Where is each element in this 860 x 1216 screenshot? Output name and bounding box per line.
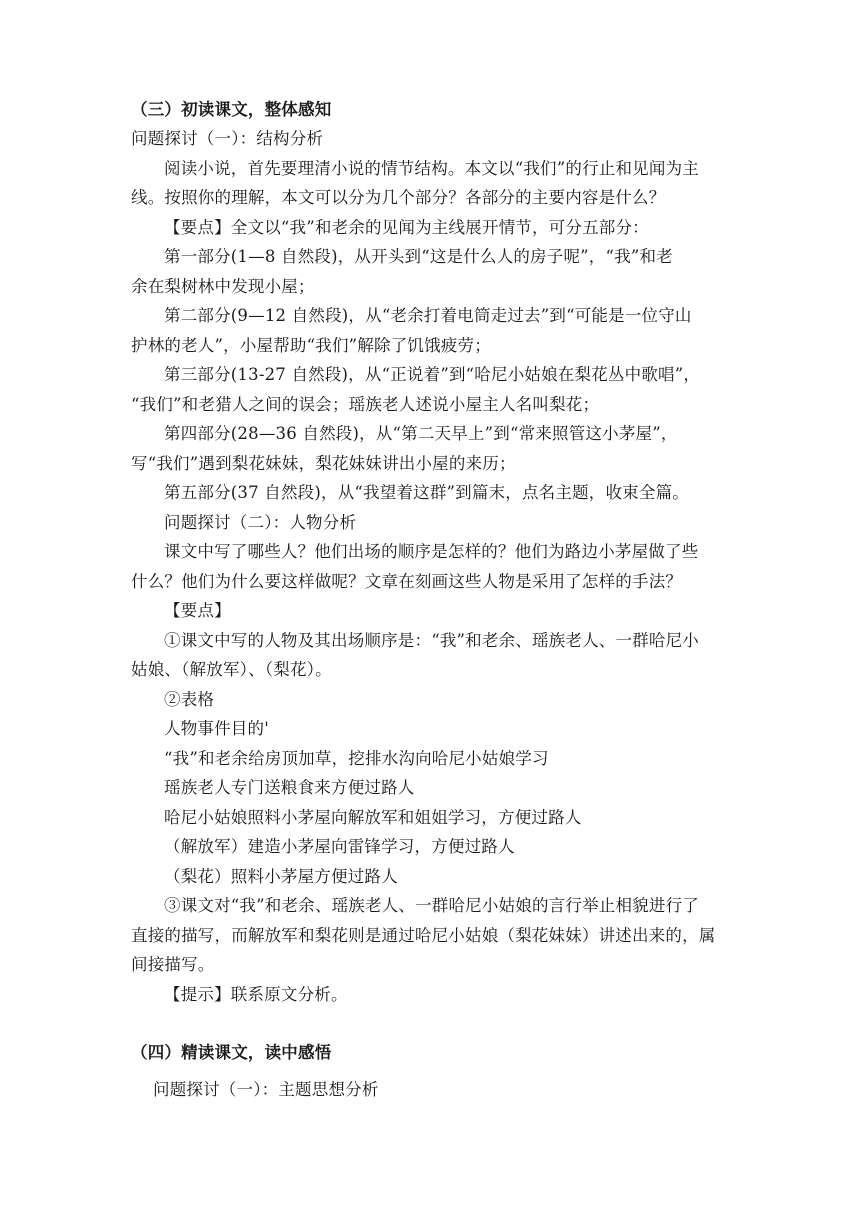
text-line: ②表格 [164,690,215,709]
text-line: 瑶族老人专门送粮食来方便过路人 [164,778,415,797]
text-line: 课文中写了哪些人？他们出场的顺序是怎样的？他们为路边小茅屋做了些 [164,542,699,561]
text-line: 问题探讨（一）：结构分析 [131,129,324,148]
text-line: （解放军）建造小茅屋向雷锋学习，方便过路人 [164,837,515,856]
text-line: ③课文对“我”和老余、瑶族老人、一群哈尼小姑娘的言行举止相貌进行了 [164,896,699,915]
text-line: 【要点】 [164,601,231,620]
text-line: 【提示】联系原文分析。 [164,985,348,1004]
text-line: ①课文中写的人物及其出场顺序是：“我”和老余、瑶族老人、一群哈尼小 [164,631,699,650]
text-line: “我”和老余给房顶加草，挖排水沟向哈尼小姑娘学习 [164,749,549,768]
text-line: 姑娘、（解放军）、（梨花）。 [131,660,332,679]
text-line: 线。按照你的理解，本文可以分为几个部分？各部分的主要内容是什么？ [131,188,666,207]
text-line: 护林的老人”，小屋帮助“我们”解除了饥饿疲劳； [131,336,491,355]
text-line: 第四部分(28—36 自然段)，从“第二天早上”到“常来照管这小茅屋”， [164,424,678,443]
text-line: 第五部分(37 自然段)，从“我望着这群”到篇末，点名主题，收束全篇。 [164,483,689,502]
section-heading: （三）初读课文，整体感知 [131,100,332,119]
text-line: 写“我们”遇到梨花妹妹，梨花妹妹讲出小屋的来历； [131,454,516,473]
text-line: 哈尼小姑娘照料小茅屋向解放军和姐姐学习，方便过路人 [164,808,582,827]
text-line: 问题探讨（一）：主题思想分析 [153,1080,379,1099]
text-line: 阅读小说，首先要理清小说的情节结构。本文以“我们”的行止和见闻为主 [164,159,699,178]
text-line: 第三部分(13-27 自然段)，从“正说着”到“哈尼小姑娘在梨花丛中歌唱”， [164,365,701,384]
text-line: 余在梨树林中发现小屋； [131,277,315,296]
text-line: 直接的描写，而解放军和梨花则是通过哈尼小姑娘（梨花妹妹）讲述出来的，属 [131,926,716,945]
text-line: 【要点】全文以“我”和老余的见闻为主线展开情节，可分五部分： [164,218,649,237]
text-line: 第一部分(1—8 自然段)，从开头到“这是什么人的房子呢”，“我”和老 [164,247,673,266]
text-line: 间接描写。 [131,955,215,974]
section-heading: （四）精读课文，读中感悟 [131,1043,332,1062]
text-line: 问题探讨（二）：人物分析 [164,513,357,532]
text-line: 第二部分(9—12 自然段)，从“老余打着电筒走过去”到“可能是一位守山 [164,306,692,325]
text-line: “我们”和老猎人之间的误会；瑶族老人述说小屋主人名叫梨花； [131,395,600,414]
text-line: 什么？他们为什么要这样做呢？文章在刻画这些人物是采用了怎样的手法？ [131,572,683,591]
text-line: 人物事件目的' [164,719,269,738]
text-line: （梨花）照料小茅屋方便过路人 [164,867,398,886]
